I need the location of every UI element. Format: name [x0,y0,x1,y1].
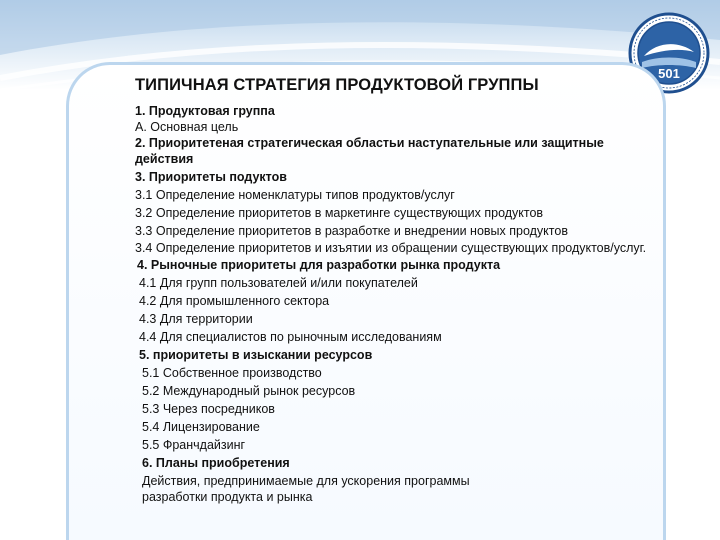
section-4-item-2: 4.2 Для промышленного сектора [139,294,330,308]
logo-number: 501 [658,66,680,81]
section-4-item-4: 4.4 Для специалистов по рыночным исследованиям [139,330,442,344]
section-1-item-a: А. Основная цель [135,120,239,134]
section-4-heading: 4. Рыночные приоритеты для разработки рынка продукта [137,258,501,272]
section-5-item-2: 5.2 Международный рынок ресурсов [142,384,356,398]
section-3-item-2: 3.2 Определение приоритетов в маркетинге существующих продуктов [135,206,544,220]
section-4-item-3: 4.3 Для территории [139,312,253,326]
section-5-item-5: 5.5 Франчдайзинг [142,438,246,452]
slide-title: ТИПИЧНАЯ СТРАТЕГИЯ ПРОДУКТОВОЙ ГРУППЫ [135,76,539,94]
section-6-text-line-2: разработки продукта и рынка [142,490,313,504]
section-5-heading: 5. приоритеты в изыскании ресурсов [139,348,373,362]
section-4-item-1: 4.1 Для групп пользователей и/или покупателей [139,276,418,290]
slide-content [135,76,655,505]
section-5-item-3: 5.3 Через посредников [142,402,275,416]
section-1-heading: 1. Продуктовая группа [135,104,275,118]
section-6-text-line-1: Действия, предпринимаемые для ускорения программы [142,474,470,488]
section-6-heading: 6. Планы приобретения [142,456,290,470]
section-5-item-1: 5.1 Собственное производство [142,366,322,380]
section-3-item-4: 3.4 Определение приоритетов и изъятии из обращении существующих продуктов/услуг. [135,241,647,255]
section-2-heading: 2. Приоритетеная стратегическая областьи наступательные или защитные действия [135,136,604,166]
section-3-item-3: 3.3 Определение приоритетов в разработке и внедрении новых продуктов [135,224,568,238]
section-3-item-1: 3.1 Определение номенклатуры типов продуктов/услуг [135,188,455,202]
section-5-item-4: 5.4 Лицензирование [142,420,260,434]
section-3-heading: 3. Приоритеты подуктов [135,170,287,184]
